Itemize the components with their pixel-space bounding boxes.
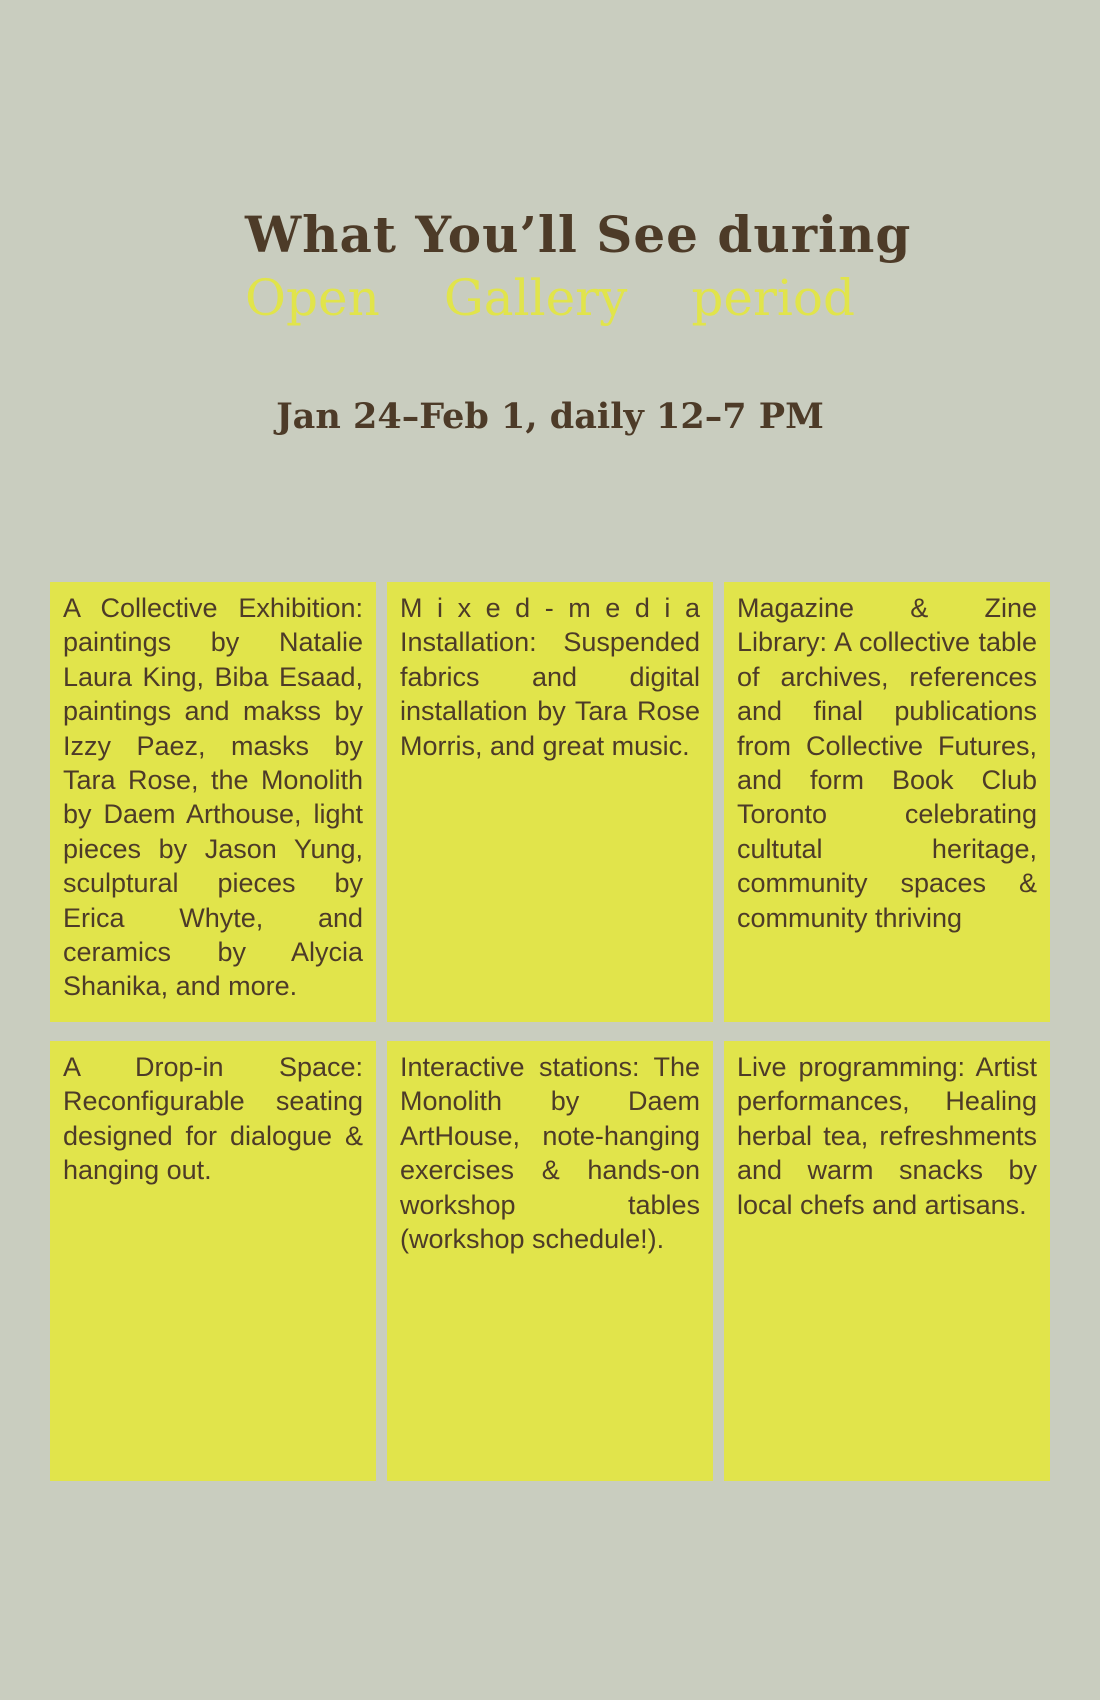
card-text: Interactive stations: The Monolith by Daem ArtHouse, note-hanging exercises & hands-on workshop tables (workshop schedule!). <box>400 1052 700 1255</box>
feature-grid <box>50 582 1051 1481</box>
feature-card-zine-library <box>724 582 1050 1022</box>
page-title: What You’ll See during <box>245 205 912 264</box>
card-text: Magazine & Zine Library: A collective table of archives, references and final publications from Collective Futures, and form Book Club Toronto celebrating cultutal heritage, community spaces & community thriving <box>737 593 1037 933</box>
page-subtitle: Open Gallery period <box>245 269 855 327</box>
card-text: M i x e d - m e d i a Installation: Suspended fabrics and digital installation by Tara Rose Morris, and great music. <box>400 593 700 761</box>
card-text: Live programming: Artist performances, Healing herbal tea, refreshments and warm snacks by local chefs and artisans. <box>737 1052 1037 1220</box>
feature-card-mixed-media <box>387 582 713 1022</box>
card-text: A Collective Exhibition: paintings by Natalie Laura King, Biba Esaad, paintings and makss by Izzy Paez, masks by Tara Rose, the Monolith by Daem Arthouse, light pieces by Jason Yung, sculptural pieces by Erica Whyte, and ceramics by Alycia Shanika, and more. <box>63 593 363 1002</box>
feature-card-drop-in-space <box>50 1041 376 1481</box>
feature-card-interactive-stations <box>387 1041 713 1481</box>
card-text: A Drop-in Space: Reconfigurable seating designed for dialogue & hanging out. <box>63 1052 363 1186</box>
event-dates: Jan 24–Feb 1, daily 12–7 PM <box>276 396 824 437</box>
feature-card-live-programming <box>724 1041 1050 1481</box>
feature-card-collective-exhibition <box>50 582 376 1022</box>
